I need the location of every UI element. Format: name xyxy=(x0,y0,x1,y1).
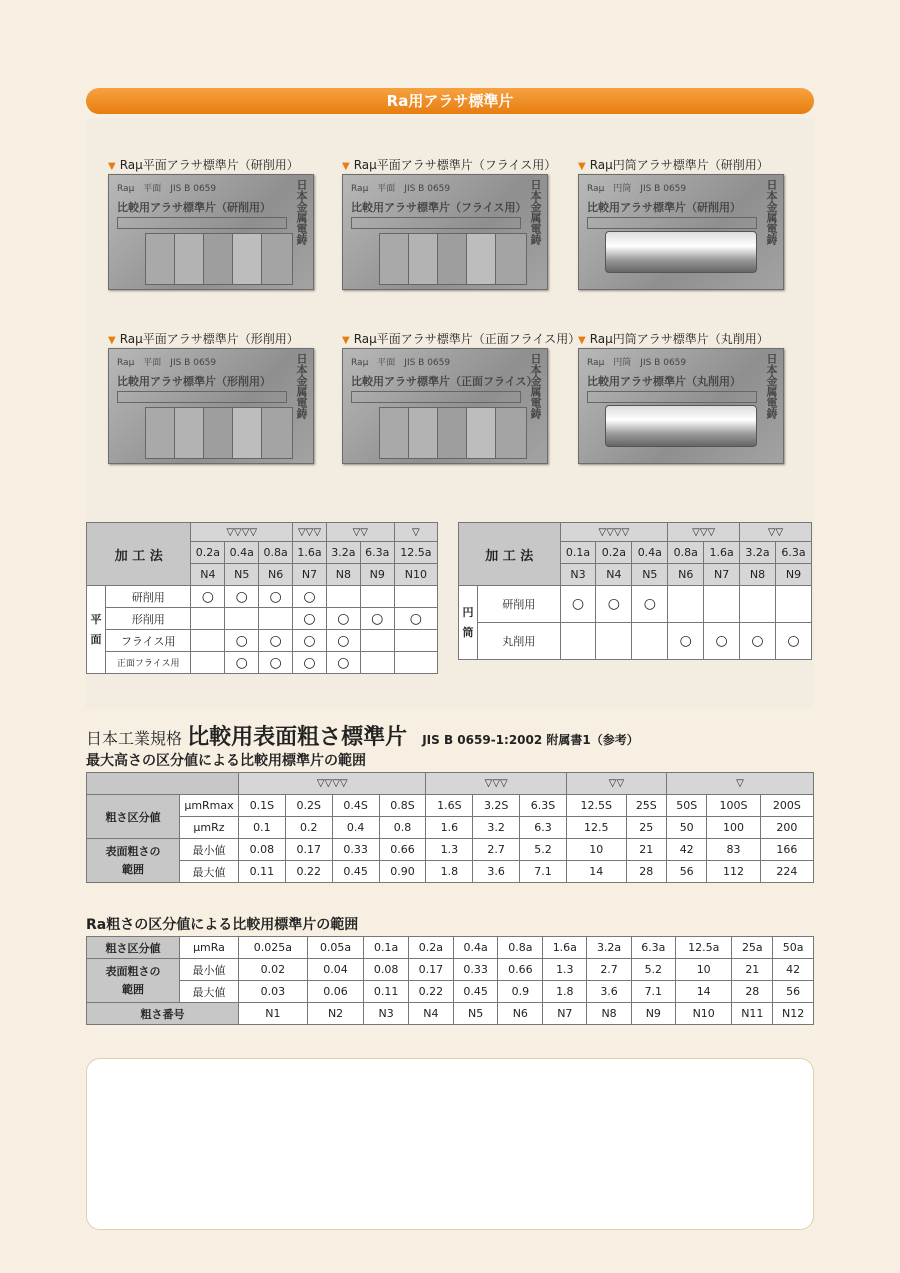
min-value: 10 xyxy=(566,839,626,861)
card-caption xyxy=(108,156,318,174)
ra-value: 0.4a xyxy=(632,542,668,564)
roughness-swatch xyxy=(408,407,440,459)
plate-head-text: Raμ 平面 JIS B 0659 xyxy=(117,358,217,368)
min-value: 0.04 xyxy=(307,959,364,981)
applicable-mark xyxy=(259,608,293,630)
unit-ra: μmRa xyxy=(180,937,239,959)
rmax-value: 0.2S xyxy=(285,795,332,817)
ra-value: 12.5a xyxy=(675,937,732,959)
applicable-mark xyxy=(394,652,437,674)
ra-value: 6.3a xyxy=(360,542,394,564)
applicable-mark: ○ xyxy=(225,652,259,674)
applicable-mark xyxy=(775,586,811,623)
applicable-mark: ○ xyxy=(259,652,293,674)
rz-value: 12.5 xyxy=(566,817,626,839)
n-number: N3 xyxy=(560,564,596,586)
applicable-mark xyxy=(632,623,668,660)
n-number: N10 xyxy=(675,1003,732,1025)
range-label-line: 範囲 xyxy=(122,982,144,996)
applicable-mark: ○ xyxy=(259,586,293,608)
roughness-swatch xyxy=(495,407,527,459)
ra-value: 0.8a xyxy=(259,542,293,564)
max-value: 224 xyxy=(760,861,813,883)
n-number: N7 xyxy=(543,1003,587,1025)
plate-sub-text: 比較用アラサ標準片（丸削用） xyxy=(587,375,741,388)
specimen-plate-image xyxy=(342,174,548,290)
rmax-value: 0.1S xyxy=(239,795,286,817)
card-caption-text: Raμ平面アラサ標準片（フライス用） xyxy=(353,158,557,172)
rz-value: 100 xyxy=(707,817,760,839)
ra-value: 1.6a xyxy=(293,542,327,564)
ra-value: 3.2a xyxy=(326,542,360,564)
applicable-mark: ○ xyxy=(293,608,327,630)
applicable-mark xyxy=(191,608,225,630)
min-value: 0.08 xyxy=(364,959,409,981)
ra-table-subtitle: Ra粗さの区分値による比較用標準片の範囲 xyxy=(86,917,359,933)
rz-value: 0.2 xyxy=(285,817,332,839)
rz-value: 0.1 xyxy=(239,817,286,839)
rz-value: 6.3 xyxy=(520,817,567,839)
cylinder-specimen xyxy=(605,405,757,447)
n-number: N9 xyxy=(775,564,811,586)
n-number: N5 xyxy=(632,564,668,586)
min-label: 最小値 xyxy=(180,959,239,981)
max-value: 0.45 xyxy=(332,861,379,883)
n-number: N6 xyxy=(259,564,293,586)
plate-vertical-text: 日本金属電鋳 xyxy=(295,353,308,419)
applicable-mark xyxy=(704,586,740,623)
unit-rz: μmRz xyxy=(180,817,239,839)
min-value: 5.2 xyxy=(631,959,675,981)
applicable-mark: ○ xyxy=(191,586,225,608)
applicable-mark: ○ xyxy=(293,586,327,608)
roughness-swatch xyxy=(379,233,411,285)
corner-cell xyxy=(87,773,239,795)
section-title: Ra用アラサ標準片 xyxy=(86,88,814,114)
applicable-mark xyxy=(191,652,225,674)
n-number: N6 xyxy=(668,564,704,586)
ra-value: 0.05a xyxy=(307,937,364,959)
ra-value: 0.2a xyxy=(191,542,225,564)
rmax-value: 6.3S xyxy=(520,795,567,817)
applicable-mark: ○ xyxy=(596,586,632,623)
group-label-line: 筒 xyxy=(462,625,474,639)
applicable-mark: ○ xyxy=(259,630,293,652)
plate-sub-text: 比較用アラサ標準片（正面フライス） xyxy=(351,375,538,388)
applicable-mark xyxy=(326,586,360,608)
ra-value: 3.2a xyxy=(587,937,631,959)
finish-triangle: ▽ xyxy=(394,523,437,542)
unit-rmax: μmRmax xyxy=(180,795,239,817)
process-row-label: 研削用 xyxy=(478,586,561,623)
n-number: N10 xyxy=(394,564,437,586)
n-number: N6 xyxy=(498,1003,543,1025)
cylinder-process-table xyxy=(458,522,812,660)
plate-vertical-text: 日本金属電鋳 xyxy=(765,179,778,245)
n-number: N7 xyxy=(704,564,740,586)
n-number: N1 xyxy=(239,1003,308,1025)
specimen-plate-image xyxy=(578,174,784,290)
applicable-mark: ○ xyxy=(394,608,437,630)
n-number: N5 xyxy=(225,564,259,586)
roughness-swatch xyxy=(174,233,206,285)
finish-triangle: ▽▽▽ xyxy=(426,773,566,795)
applicable-mark xyxy=(360,630,394,652)
min-value: 5.2 xyxy=(520,839,567,861)
min-value: 0.66 xyxy=(498,959,543,981)
finish-triangle: ▽▽▽ xyxy=(293,523,327,542)
n-number: N9 xyxy=(631,1003,675,1025)
n-number: N5 xyxy=(453,1003,498,1025)
ra-value: 0.4a xyxy=(453,937,498,959)
max-value: 0.9 xyxy=(498,981,543,1003)
rmax-value: 12.5S xyxy=(566,795,626,817)
min-value: 0.17 xyxy=(409,959,454,981)
roughness-swatch xyxy=(261,407,293,459)
plate-head-text: Raμ 平面 JIS B 0659 xyxy=(117,184,217,194)
plate-vertical-text: 日本金属電鋳 xyxy=(529,353,542,419)
ra-value: 0.4a xyxy=(225,542,259,564)
rz-value: 0.8 xyxy=(379,817,426,839)
ra-value: 6.3a xyxy=(775,542,811,564)
jis-ref: JIS B 0659-1:2002 附属書1（参考） xyxy=(422,733,639,747)
applicable-mark: ○ xyxy=(668,623,704,660)
plate-label-grid xyxy=(587,391,757,403)
group-label-line: 面 xyxy=(90,632,102,646)
min-value: 83 xyxy=(707,839,760,861)
ra-value: 6.3a xyxy=(631,937,675,959)
roughness-swatch xyxy=(379,407,411,459)
min-value: 0.33 xyxy=(332,839,379,861)
rz-value: 3.2 xyxy=(473,817,520,839)
roughness-swatch xyxy=(232,233,264,285)
rmax-value: 1.6S xyxy=(426,795,473,817)
card-caption xyxy=(578,156,788,174)
ra-value: 0.2a xyxy=(409,937,454,959)
n-number: N4 xyxy=(596,564,632,586)
plate-label-grid xyxy=(117,391,287,403)
product-card xyxy=(342,330,581,464)
finish-triangle: ▽▽ xyxy=(740,523,812,542)
number-label: 粗さ番号 xyxy=(87,1003,239,1025)
card-caption xyxy=(578,330,788,348)
roughness-swatch xyxy=(437,407,469,459)
plate-sub-text: 比較用アラサ標準片（フライス用） xyxy=(351,201,527,214)
rmax-value: 0.8S xyxy=(379,795,426,817)
applicable-mark: ○ xyxy=(293,652,327,674)
max-value: 112 xyxy=(707,861,760,883)
applicable-mark: ○ xyxy=(326,630,360,652)
method-label: 加 工 法 xyxy=(87,523,191,586)
roughness-swatch xyxy=(437,233,469,285)
max-value: 1.8 xyxy=(426,861,473,883)
specimen-plate-image xyxy=(342,348,548,464)
group-label-line: 平 xyxy=(90,612,102,626)
max-label: 最大値 xyxy=(180,861,239,883)
max-value: 7.1 xyxy=(520,861,567,883)
min-value: 0.66 xyxy=(379,839,426,861)
max-value: 14 xyxy=(566,861,626,883)
max-value: 0.22 xyxy=(285,861,332,883)
process-row-label: 形削用 xyxy=(106,608,191,630)
group-label-line: 円 xyxy=(462,605,474,619)
plate-sub-text: 比較用アラサ標準片（研削用） xyxy=(587,201,741,214)
range-label-line: 範囲 xyxy=(122,862,144,876)
specimen-plate-image xyxy=(108,174,314,290)
max-value: 3.6 xyxy=(587,981,631,1003)
card-caption-text: Raμ平面アラサ標準片（形削用） xyxy=(119,332,299,346)
applicable-mark xyxy=(360,652,394,674)
plate-sub-text: 比較用アラサ標準片（形削用） xyxy=(117,375,271,388)
product-card xyxy=(108,330,318,464)
product-card xyxy=(578,156,788,290)
range-label-line: 表面粗さの xyxy=(105,964,161,978)
min-value: 166 xyxy=(760,839,813,861)
plate-label-grid xyxy=(587,217,757,229)
max-value: 3.6 xyxy=(473,861,520,883)
max-label: 最大値 xyxy=(180,981,239,1003)
ra-value: 0.1a xyxy=(560,542,596,564)
card-caption-text: Raμ円筒アラサ標準片（研削用） xyxy=(589,158,769,172)
plate-sub-text: 比較用アラサ標準片（研削用） xyxy=(117,201,271,214)
n-number: N3 xyxy=(364,1003,409,1025)
min-value: 1.3 xyxy=(426,839,473,861)
n-number: N9 xyxy=(360,564,394,586)
class-label: 粗さ区分値 xyxy=(87,937,180,959)
min-value: 10 xyxy=(675,959,732,981)
ra-value: 0.8a xyxy=(498,937,543,959)
plate-vertical-text: 日本金属電鋳 xyxy=(295,179,308,245)
applicable-mark xyxy=(394,586,437,608)
applicable-mark: ○ xyxy=(293,630,327,652)
n-number: N4 xyxy=(409,1003,454,1025)
ra-value: 25a xyxy=(732,937,773,959)
roughness-swatch xyxy=(145,407,177,459)
applicable-mark: ○ xyxy=(326,652,360,674)
applicable-mark xyxy=(560,623,596,660)
min-label: 最小値 xyxy=(180,839,239,861)
group-label xyxy=(459,586,478,660)
ra-value: 0.1a xyxy=(364,937,409,959)
roughness-swatch xyxy=(203,233,235,285)
max-value: 14 xyxy=(675,981,732,1003)
range-label xyxy=(87,959,180,1003)
rmax-value: 50S xyxy=(667,795,707,817)
max-value: 28 xyxy=(732,981,773,1003)
ra-value: 3.2a xyxy=(740,542,776,564)
specimen-plate-image xyxy=(108,348,314,464)
jis-title: 比較用表面粗さ標準片 xyxy=(187,725,408,750)
max-value: 0.06 xyxy=(307,981,364,1003)
ra-value: 0.8a xyxy=(668,542,704,564)
ra-value: 1.6a xyxy=(543,937,587,959)
finish-triangle: ▽▽▽▽ xyxy=(191,523,293,542)
finish-triangle: ▽▽▽ xyxy=(668,523,740,542)
max-value: 56 xyxy=(773,981,814,1003)
process-row-label: 正面フライス用 xyxy=(106,652,191,674)
card-caption-text: Raμ平面アラサ標準片（研削用） xyxy=(119,158,299,172)
roughness-swatch xyxy=(261,233,293,285)
min-value: 0.02 xyxy=(239,959,308,981)
flat-process-table xyxy=(86,522,438,674)
card-caption xyxy=(342,156,557,174)
applicable-mark xyxy=(394,630,437,652)
max-value: 0.22 xyxy=(409,981,454,1003)
triangle-marker-icon: ▼ xyxy=(342,161,350,172)
applicable-mark xyxy=(191,630,225,652)
plate-label-grid xyxy=(351,217,521,229)
class-label: 粗さ区分値 xyxy=(87,795,180,839)
range-label xyxy=(87,839,180,883)
ra-value: 50a xyxy=(773,937,814,959)
n-number: N2 xyxy=(307,1003,364,1025)
finish-triangle: ▽▽ xyxy=(566,773,666,795)
specimen-plate-image xyxy=(578,348,784,464)
min-value: 21 xyxy=(732,959,773,981)
min-value: 1.3 xyxy=(543,959,587,981)
jis-heading xyxy=(86,720,639,751)
ra-value: 0.2a xyxy=(596,542,632,564)
roughness-swatch xyxy=(145,233,177,285)
plate-head-text: Raμ 平面 JIS B 0659 xyxy=(351,184,451,194)
plate-label-grid xyxy=(351,391,521,403)
max-height-table xyxy=(86,772,814,883)
max-value: 7.1 xyxy=(631,981,675,1003)
n-number: N12 xyxy=(773,1003,814,1025)
finish-triangle: ▽▽▽▽ xyxy=(560,523,668,542)
min-value: 0.33 xyxy=(453,959,498,981)
rz-value: 25 xyxy=(626,817,666,839)
rmax-value: 25S xyxy=(626,795,666,817)
method-label: 加 工 法 xyxy=(459,523,561,586)
min-value: 2.7 xyxy=(473,839,520,861)
note-box xyxy=(86,1058,814,1230)
n-number: N8 xyxy=(326,564,360,586)
min-value: 0.08 xyxy=(239,839,286,861)
min-value: 42 xyxy=(773,959,814,981)
plate-head-text: Raμ 円筒 JIS B 0659 xyxy=(587,184,687,194)
applicable-mark: ○ xyxy=(704,623,740,660)
n-number: N7 xyxy=(293,564,327,586)
min-value: 2.7 xyxy=(587,959,631,981)
applicable-mark: ○ xyxy=(225,630,259,652)
triangle-marker-icon: ▼ xyxy=(108,161,116,172)
process-row-label: 丸削用 xyxy=(478,623,561,660)
applicable-mark: ○ xyxy=(225,586,259,608)
product-card xyxy=(342,156,557,290)
max-value: 1.8 xyxy=(543,981,587,1003)
process-row-label: フライス用 xyxy=(106,630,191,652)
n-number: N8 xyxy=(587,1003,631,1025)
finish-triangle: ▽ xyxy=(667,773,814,795)
plate-label-grid xyxy=(117,217,287,229)
triangle-marker-icon: ▼ xyxy=(342,335,350,346)
max-value: 0.11 xyxy=(364,981,409,1003)
roughness-swatch xyxy=(495,233,527,285)
cylinder-specimen xyxy=(605,231,757,273)
n-number: N4 xyxy=(191,564,225,586)
roughness-swatch xyxy=(466,407,498,459)
ra-range-table xyxy=(86,936,814,1025)
rmax-value: 100S xyxy=(707,795,760,817)
plate-vertical-text: 日本金属電鋳 xyxy=(529,179,542,245)
plate-head-text: Raμ 平面 JIS B 0659 xyxy=(351,358,451,368)
applicable-mark: ○ xyxy=(775,623,811,660)
ra-value: 0.025a xyxy=(239,937,308,959)
max-value: 0.03 xyxy=(239,981,308,1003)
max-value: 28 xyxy=(626,861,666,883)
plate-vertical-text: 日本金属電鋳 xyxy=(765,353,778,419)
applicable-mark xyxy=(668,586,704,623)
min-value: 21 xyxy=(626,839,666,861)
roughness-swatch xyxy=(466,233,498,285)
min-value: 0.17 xyxy=(285,839,332,861)
max-value: 0.11 xyxy=(239,861,286,883)
applicable-mark xyxy=(225,608,259,630)
range-label-line: 表面粗さの xyxy=(105,844,161,858)
triangle-marker-icon: ▼ xyxy=(108,335,116,346)
n-number: N11 xyxy=(732,1003,773,1025)
rz-value: 1.6 xyxy=(426,817,473,839)
rmax-value: 3.2S xyxy=(473,795,520,817)
group-label xyxy=(87,586,106,674)
rz-value: 0.4 xyxy=(332,817,379,839)
roughness-swatch xyxy=(174,407,206,459)
jis-prefix: 日本工業規格 xyxy=(86,729,183,748)
applicable-mark: ○ xyxy=(740,623,776,660)
process-row-label: 研削用 xyxy=(106,586,191,608)
roughness-swatch xyxy=(408,233,440,285)
rz-value: 50 xyxy=(667,817,707,839)
rmax-value: 0.4S xyxy=(332,795,379,817)
card-caption-text: Raμ円筒アラサ標準片（丸削用） xyxy=(589,332,769,346)
ra-value: 1.6a xyxy=(704,542,740,564)
card-caption xyxy=(342,330,581,348)
plate-head-text: Raμ 円筒 JIS B 0659 xyxy=(587,358,687,368)
rz-value: 200 xyxy=(760,817,813,839)
max-value: 56 xyxy=(667,861,707,883)
min-value: 42 xyxy=(667,839,707,861)
triangle-marker-icon: ▼ xyxy=(578,161,586,172)
applicable-mark: ○ xyxy=(560,586,596,623)
applicable-mark xyxy=(740,586,776,623)
roughness-swatch xyxy=(232,407,264,459)
applicable-mark: ○ xyxy=(326,608,360,630)
roughness-swatch xyxy=(203,407,235,459)
applicable-mark xyxy=(596,623,632,660)
product-card xyxy=(108,156,318,290)
finish-triangle: ▽▽▽▽ xyxy=(239,773,426,795)
card-caption-text: Raμ平面アラサ標準片（正面フライス用） xyxy=(353,332,581,346)
max-value: 0.90 xyxy=(379,861,426,883)
applicable-mark xyxy=(360,586,394,608)
applicable-mark: ○ xyxy=(632,586,668,623)
applicable-mark: ○ xyxy=(360,608,394,630)
product-card xyxy=(578,330,788,464)
triangle-marker-icon: ▼ xyxy=(578,335,586,346)
rmax-value: 200S xyxy=(760,795,813,817)
max-table-subtitle: 最大高さの区分値による比較用標準片の範囲 xyxy=(86,753,366,769)
ra-value: 12.5a xyxy=(394,542,437,564)
n-number: N8 xyxy=(740,564,776,586)
max-value: 0.45 xyxy=(453,981,498,1003)
card-caption xyxy=(108,330,318,348)
finish-triangle: ▽▽ xyxy=(326,523,394,542)
